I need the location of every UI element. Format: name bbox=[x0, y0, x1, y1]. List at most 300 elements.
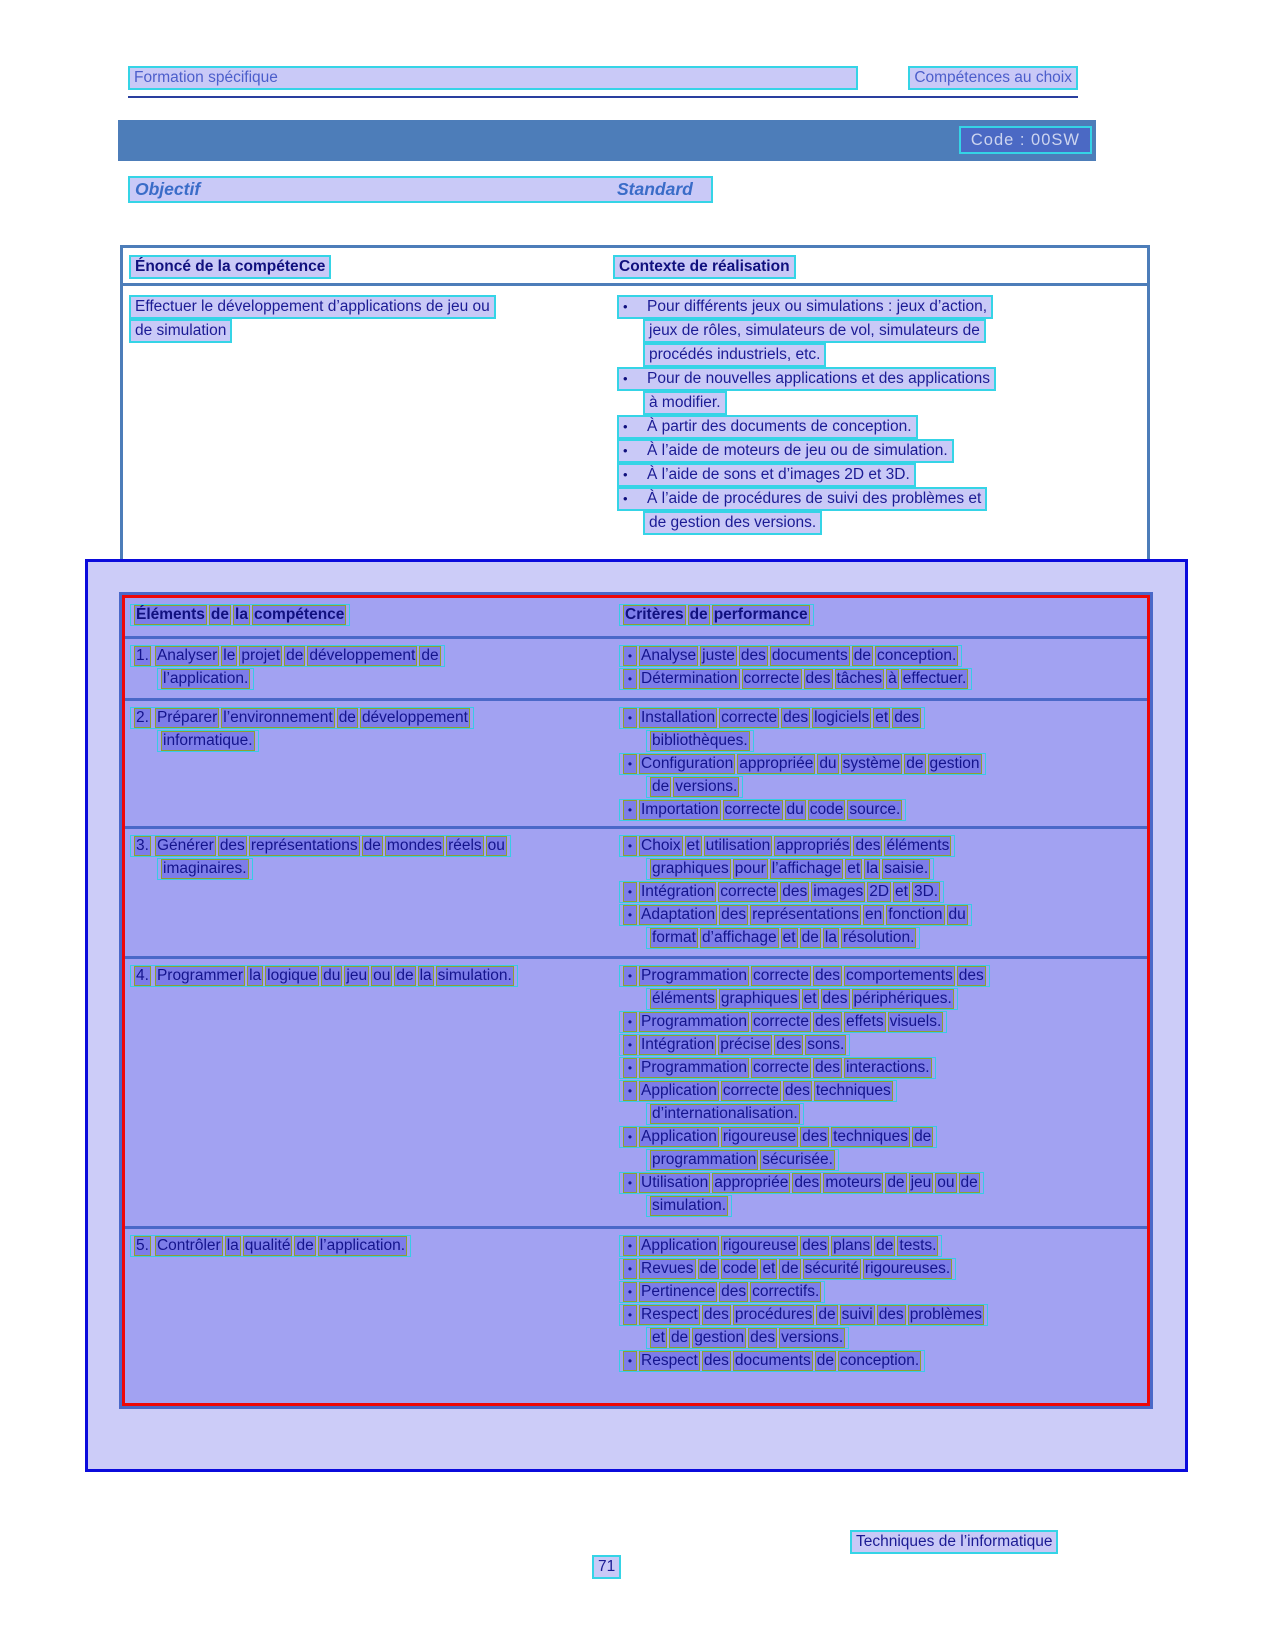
word: des bbox=[784, 1082, 810, 1099]
text-line bbox=[619, 1010, 1147, 1033]
word: conception. bbox=[876, 647, 957, 664]
word: en bbox=[864, 906, 883, 923]
line-box bbox=[646, 927, 920, 949]
word: Préparer bbox=[156, 709, 218, 726]
word: correcte bbox=[720, 883, 777, 900]
word: de bbox=[801, 929, 819, 946]
word: effets bbox=[845, 1013, 884, 1030]
word: des bbox=[855, 837, 881, 854]
objectif-label: Objectif bbox=[135, 179, 201, 199]
enonce-cell bbox=[123, 294, 617, 534]
line-box bbox=[619, 881, 944, 903]
line-highlight: • Pour différents jeux ou simulations : jeux d’action, bbox=[617, 295, 993, 319]
bullet-icon: • bbox=[624, 1036, 636, 1054]
line-box bbox=[619, 1235, 942, 1257]
word: Analyse bbox=[641, 647, 697, 664]
word: représentations bbox=[250, 837, 358, 854]
line-box bbox=[619, 835, 955, 857]
bullet-icon: • bbox=[624, 1306, 636, 1324]
line-box bbox=[619, 1281, 825, 1303]
word: gestion bbox=[694, 1329, 745, 1346]
element-cell bbox=[125, 706, 619, 826]
line-box bbox=[157, 858, 253, 880]
text-line bbox=[619, 798, 1147, 821]
word: simulation. bbox=[652, 1197, 727, 1214]
bullet-icon: • bbox=[623, 443, 628, 458]
word: du bbox=[819, 755, 837, 772]
text-line bbox=[619, 667, 1147, 690]
competence-table-header bbox=[123, 248, 1147, 286]
bullet-icon: • bbox=[623, 419, 628, 434]
bullet-icon: • bbox=[623, 491, 628, 506]
footer-section-label: Techniques de l’informatique bbox=[850, 1530, 1058, 1554]
word: Application bbox=[641, 1082, 717, 1099]
line-box bbox=[619, 1172, 984, 1194]
item-number: 3. bbox=[136, 837, 149, 854]
word: Programmation bbox=[641, 1013, 747, 1030]
word: système bbox=[842, 755, 901, 772]
line-box bbox=[646, 1327, 849, 1349]
word: 2D bbox=[869, 883, 890, 900]
word: correctifs. bbox=[752, 1283, 820, 1300]
text-line bbox=[130, 667, 619, 690]
line-box bbox=[130, 707, 474, 729]
word: comportements bbox=[845, 967, 953, 984]
text-line bbox=[130, 603, 619, 626]
element-cell bbox=[125, 964, 619, 1226]
word: sons. bbox=[807, 1036, 845, 1053]
header-left-text: Formation spécifique bbox=[128, 66, 858, 90]
word: de bbox=[914, 1128, 932, 1145]
text-line bbox=[619, 964, 1147, 987]
word: éléments bbox=[886, 837, 950, 854]
word: programmation bbox=[652, 1151, 757, 1168]
line-box bbox=[646, 1195, 732, 1217]
word: des bbox=[822, 990, 848, 1007]
bullet-icon: • bbox=[624, 1013, 636, 1031]
line-box bbox=[619, 707, 925, 729]
word: à bbox=[888, 670, 897, 687]
code-label: Code : 00SW bbox=[959, 126, 1092, 154]
word: des bbox=[750, 1329, 776, 1346]
word: le bbox=[223, 647, 236, 664]
text-line bbox=[130, 644, 619, 667]
text-line bbox=[619, 644, 1147, 667]
bullet-line bbox=[617, 318, 1147, 342]
word: versions. bbox=[781, 1329, 844, 1346]
word: et bbox=[847, 860, 861, 877]
word: développement bbox=[361, 709, 468, 726]
line-box bbox=[646, 776, 743, 798]
line-box bbox=[130, 1235, 411, 1257]
word: graphiques bbox=[720, 990, 798, 1007]
line-highlight: procédés industriels, etc. bbox=[643, 343, 826, 367]
line-box bbox=[646, 1149, 839, 1171]
word: résolution. bbox=[842, 929, 915, 946]
line-highlight: • À partir des documents de conception. bbox=[617, 415, 918, 439]
word: bibliothèques. bbox=[652, 732, 748, 749]
text-line bbox=[619, 1033, 1147, 1056]
line-box bbox=[130, 604, 350, 626]
word: Analyser bbox=[156, 647, 218, 664]
text-line bbox=[619, 926, 1147, 949]
criteres-cell bbox=[619, 644, 1147, 698]
word: des bbox=[802, 1237, 828, 1254]
line-box bbox=[646, 988, 958, 1010]
word: de bbox=[906, 755, 924, 772]
text-line bbox=[130, 1234, 619, 1257]
word: du bbox=[948, 906, 966, 923]
word: Utilisation bbox=[641, 1174, 709, 1191]
table-row bbox=[125, 701, 1147, 829]
header-right-text: Compétences au choix bbox=[908, 66, 1078, 90]
word: et bbox=[652, 1329, 665, 1346]
contexte-cell bbox=[617, 294, 1147, 534]
line-box bbox=[130, 965, 518, 987]
enonce-header: Énoncé de la compétence bbox=[129, 255, 331, 279]
word: jeu bbox=[346, 967, 368, 984]
text-line bbox=[619, 706, 1147, 729]
line-highlight: Effectuer le développement d’applications de jeu ou bbox=[129, 295, 496, 319]
bullet-icon: • bbox=[624, 801, 636, 819]
word: gestion bbox=[929, 755, 980, 772]
line-box bbox=[619, 604, 814, 626]
criteres-cell bbox=[619, 1234, 1147, 1403]
table-row bbox=[125, 1229, 1147, 1403]
criteres-cell bbox=[619, 706, 1147, 826]
word: éléments bbox=[652, 990, 715, 1007]
line-box bbox=[646, 1103, 804, 1125]
word: ou bbox=[373, 967, 391, 984]
text-line bbox=[619, 834, 1147, 857]
bullet-icon: • bbox=[624, 1128, 636, 1146]
line-highlight: • Pour de nouvelles applications et des applications bbox=[617, 367, 996, 391]
word: de bbox=[338, 709, 356, 726]
contexte-header: Contexte de réalisation bbox=[613, 255, 796, 279]
word: appropriée bbox=[739, 755, 814, 772]
word: Programmation bbox=[641, 967, 747, 984]
bullet-line bbox=[617, 486, 1147, 510]
word: projet bbox=[241, 647, 281, 664]
text-line bbox=[130, 964, 619, 987]
line-box bbox=[619, 1350, 925, 1372]
word: conception. bbox=[839, 1352, 920, 1369]
word: Installation bbox=[641, 709, 716, 726]
word: de bbox=[296, 1237, 314, 1254]
element-cell bbox=[125, 834, 619, 956]
word: de bbox=[286, 647, 304, 664]
line-box bbox=[619, 668, 972, 690]
text-line bbox=[619, 1234, 1147, 1257]
word: moteurs bbox=[825, 1174, 882, 1191]
bullet-line bbox=[617, 390, 1147, 414]
word: documents bbox=[771, 647, 848, 664]
text-line bbox=[619, 1257, 1147, 1280]
bullet-icon: • bbox=[624, 1174, 636, 1192]
word: des bbox=[814, 1013, 840, 1030]
bullet-line bbox=[617, 510, 1147, 534]
bullet-icon: • bbox=[624, 755, 636, 773]
word: Choix bbox=[641, 837, 681, 854]
word: l’affichage bbox=[771, 860, 842, 877]
word: Générer bbox=[156, 837, 214, 854]
bullet-icon: • bbox=[624, 1237, 636, 1255]
bullet-icon: • bbox=[624, 1260, 636, 1278]
word: des bbox=[814, 1059, 840, 1076]
item-number: 4. bbox=[136, 967, 149, 984]
word: des bbox=[814, 967, 840, 984]
criteres-cell bbox=[619, 964, 1147, 1226]
criteres-cell bbox=[619, 834, 1147, 956]
word: des bbox=[740, 647, 766, 664]
text-line bbox=[619, 1349, 1147, 1372]
word: et bbox=[762, 1260, 776, 1277]
word: code bbox=[809, 801, 844, 818]
word: et bbox=[782, 929, 796, 946]
line-highlight: jeux de rôles, simulateurs de vol, simulateurs de bbox=[643, 319, 986, 343]
word: de bbox=[421, 647, 439, 664]
word: des bbox=[805, 670, 831, 687]
standard-label: Standard bbox=[617, 179, 693, 199]
word: des bbox=[721, 1283, 747, 1300]
word: correcte bbox=[743, 670, 800, 687]
text-line bbox=[619, 1194, 1147, 1217]
line-box bbox=[619, 1057, 936, 1079]
word: rigoureuse bbox=[722, 1237, 797, 1254]
word: techniques bbox=[815, 1082, 891, 1099]
competence-table bbox=[120, 245, 1150, 559]
text-line bbox=[130, 857, 619, 880]
page-header bbox=[128, 66, 1078, 98]
text-line bbox=[619, 729, 1147, 752]
elements-table bbox=[122, 595, 1150, 1406]
word: simulation. bbox=[437, 967, 512, 984]
line-box bbox=[619, 904, 972, 926]
word: mondes bbox=[386, 837, 443, 854]
text-line bbox=[130, 706, 619, 729]
word: correcte bbox=[722, 1082, 779, 1099]
word: de bbox=[699, 1260, 717, 1277]
word: précise bbox=[720, 1036, 771, 1053]
word: procédures bbox=[734, 1306, 813, 1323]
text-line bbox=[619, 1280, 1147, 1303]
word: la bbox=[419, 967, 432, 984]
text-line bbox=[619, 987, 1147, 1010]
bullet-line bbox=[617, 342, 1147, 366]
table-row bbox=[125, 639, 1147, 701]
word: Détermination bbox=[641, 670, 738, 687]
word: la bbox=[866, 860, 879, 877]
text-line bbox=[619, 1171, 1147, 1194]
line-box bbox=[619, 645, 962, 667]
line-highlight: de gestion des versions. bbox=[643, 511, 822, 535]
word: Application bbox=[641, 1237, 717, 1254]
text-line bbox=[129, 294, 617, 318]
word: de bbox=[816, 1352, 834, 1369]
bullet-icon: • bbox=[624, 670, 636, 688]
word: sécurisée. bbox=[762, 1151, 833, 1168]
word: de bbox=[652, 778, 670, 795]
bullet-icon: • bbox=[624, 1059, 636, 1077]
word: Intégration bbox=[641, 1036, 715, 1053]
word: correcte bbox=[752, 1059, 809, 1076]
word: Respect bbox=[641, 1306, 698, 1323]
line-highlight: • À l’aide de procédures de suivi des problèmes et bbox=[617, 487, 987, 511]
bullet-icon: • bbox=[624, 647, 636, 665]
word: logique bbox=[267, 967, 318, 984]
word: rigoureuses. bbox=[864, 1260, 951, 1277]
line-box bbox=[130, 835, 511, 857]
word: source. bbox=[849, 801, 901, 818]
word: et bbox=[686, 837, 700, 854]
bullet-icon: • bbox=[624, 967, 636, 985]
word: sécurité bbox=[804, 1260, 859, 1277]
text-line bbox=[619, 603, 1147, 626]
word: rigoureuse bbox=[722, 1128, 797, 1145]
competence-table-body bbox=[123, 286, 1147, 534]
item-number: 2. bbox=[136, 709, 149, 726]
word: graphiques bbox=[652, 860, 729, 877]
word: images bbox=[813, 883, 864, 900]
table-row bbox=[125, 959, 1147, 1229]
line-highlight: • À l’aide de sons et d’images 2D et 3D. bbox=[617, 463, 916, 487]
word: compétence bbox=[253, 606, 345, 623]
line-highlight: • À l’aide de moteurs de jeu ou de simulation. bbox=[617, 439, 954, 463]
word: de bbox=[363, 837, 381, 854]
word: effectuer. bbox=[902, 670, 967, 687]
text-line bbox=[619, 1125, 1147, 1148]
word: la bbox=[824, 929, 837, 946]
word: des bbox=[894, 709, 920, 726]
bullet-icon: • bbox=[624, 837, 636, 855]
word: ou bbox=[487, 837, 505, 854]
word: jeu bbox=[910, 1174, 932, 1191]
word: qualité bbox=[244, 1237, 291, 1254]
bullet-line bbox=[617, 366, 1147, 390]
word: informatique. bbox=[163, 732, 253, 749]
word: utilisation bbox=[705, 837, 771, 854]
word: et bbox=[895, 883, 908, 900]
word: de bbox=[887, 1174, 905, 1191]
word: correcte bbox=[724, 801, 781, 818]
word: du bbox=[323, 967, 341, 984]
word: imaginaires. bbox=[163, 860, 247, 877]
elements-table-header bbox=[125, 598, 1147, 639]
bullet-icon: • bbox=[624, 1283, 636, 1301]
word: du bbox=[786, 801, 804, 818]
word: l’environnement bbox=[223, 709, 333, 726]
word: de bbox=[210, 606, 230, 623]
text-line bbox=[619, 857, 1147, 880]
word: Respect bbox=[641, 1352, 698, 1369]
bullet-icon: • bbox=[624, 1352, 636, 1370]
item-number: 1. bbox=[136, 647, 149, 664]
word: la bbox=[249, 967, 262, 984]
word: Adaptation bbox=[641, 906, 716, 923]
word: appropriée bbox=[714, 1174, 789, 1191]
text-line bbox=[130, 729, 619, 752]
bullet-icon: • bbox=[624, 1082, 636, 1100]
word: code bbox=[722, 1260, 757, 1277]
word: de bbox=[960, 1174, 978, 1191]
word: de bbox=[853, 647, 871, 664]
page-number: 71 bbox=[592, 1555, 621, 1579]
line-box bbox=[619, 1258, 956, 1280]
word: réels bbox=[448, 837, 482, 854]
text-line bbox=[619, 752, 1147, 775]
word: de bbox=[781, 1260, 799, 1277]
word: l’application. bbox=[319, 1237, 406, 1254]
line-box bbox=[157, 668, 254, 690]
line-box bbox=[157, 730, 259, 752]
word: versions. bbox=[675, 778, 738, 795]
bullet-icon: • bbox=[624, 883, 636, 901]
word: d’affichage bbox=[701, 929, 777, 946]
word: des bbox=[783, 709, 809, 726]
word: appropriés bbox=[776, 837, 850, 854]
word: périphériques. bbox=[853, 990, 952, 1007]
word: saisie. bbox=[884, 860, 929, 877]
word: Intégration bbox=[641, 883, 715, 900]
word: des bbox=[703, 1352, 729, 1369]
word: ou bbox=[937, 1174, 955, 1191]
word: interactions. bbox=[845, 1059, 930, 1076]
text-line bbox=[619, 880, 1147, 903]
selection-overlay bbox=[85, 559, 1188, 1472]
text-line bbox=[619, 903, 1147, 926]
word: Configuration bbox=[641, 755, 734, 772]
word: des bbox=[782, 883, 808, 900]
item-number: 5. bbox=[136, 1237, 149, 1254]
word: logiciels bbox=[814, 709, 870, 726]
word: la bbox=[226, 1237, 239, 1254]
line-box bbox=[646, 858, 934, 880]
word: des bbox=[703, 1306, 729, 1323]
word: de bbox=[818, 1306, 836, 1323]
word: tâches bbox=[836, 670, 883, 687]
text-line bbox=[619, 1148, 1147, 1171]
line-box bbox=[619, 1126, 937, 1148]
text-line bbox=[619, 1056, 1147, 1079]
word: et bbox=[803, 990, 817, 1007]
word: Importation bbox=[641, 801, 719, 818]
element-cell bbox=[125, 644, 619, 698]
bullet-icon: • bbox=[624, 709, 636, 727]
criteres-header-cell bbox=[619, 603, 1147, 636]
line-box bbox=[619, 753, 986, 775]
word: visuels. bbox=[889, 1013, 942, 1030]
word: de bbox=[396, 967, 414, 984]
bullet-line bbox=[617, 414, 1147, 438]
word: des bbox=[721, 906, 747, 923]
line-highlight: de simulation bbox=[129, 319, 232, 343]
word: et bbox=[875, 709, 889, 726]
bullet-line bbox=[617, 438, 1147, 462]
line-box bbox=[619, 1011, 947, 1033]
bullet-line bbox=[617, 462, 1147, 486]
line-box bbox=[619, 799, 906, 821]
word: problèmes bbox=[909, 1306, 983, 1323]
word: représentations bbox=[752, 906, 859, 923]
text-line bbox=[130, 834, 619, 857]
bullet-icon: • bbox=[623, 467, 628, 482]
text-line bbox=[619, 1102, 1147, 1125]
line-box bbox=[619, 1080, 897, 1102]
word: tests. bbox=[899, 1237, 937, 1254]
word: performance bbox=[713, 606, 808, 623]
line-box bbox=[646, 730, 754, 752]
table-row bbox=[125, 829, 1147, 959]
